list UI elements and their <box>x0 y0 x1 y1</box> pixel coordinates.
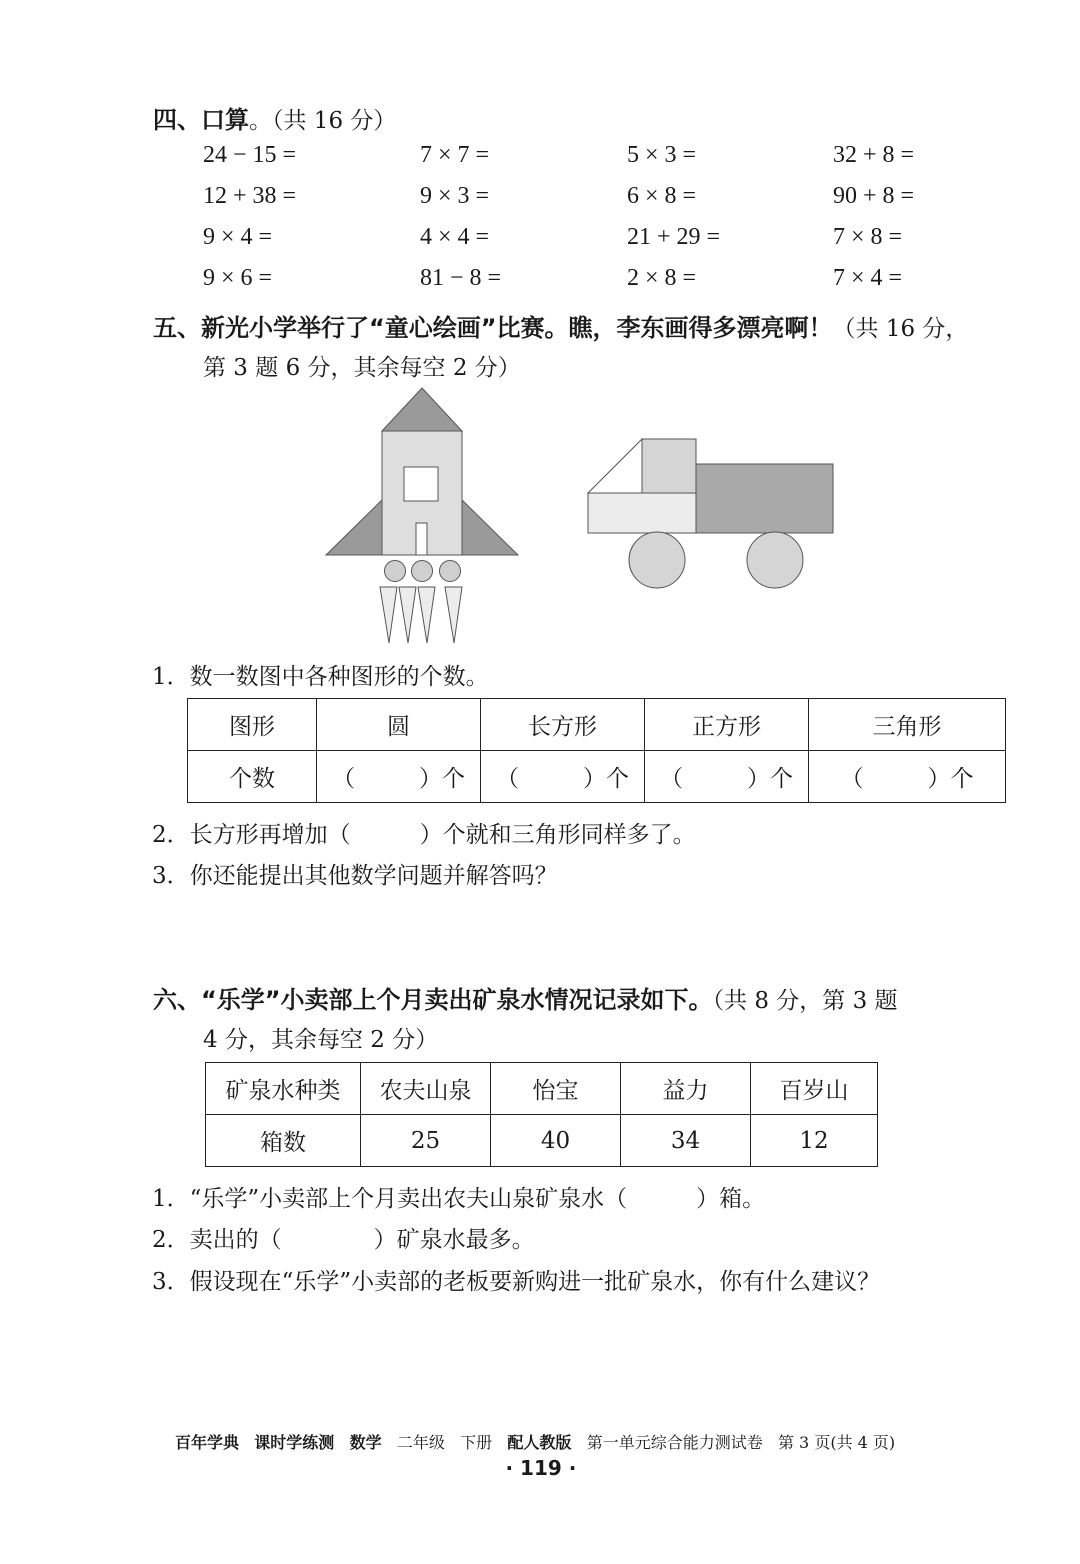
math-problem: 2 × 8 = <box>627 265 697 291</box>
footer-grade: 二年级 <box>396 1433 445 1452</box>
blank-close-paren: ）个 <box>419 766 465 792</box>
truck-wheel-circle <box>629 532 685 588</box>
table-header-cell: 怡宝 <box>491 1063 621 1115</box>
rocket-flame-triangle <box>418 587 435 643</box>
table-header-row <box>206 1063 878 1115</box>
rocket-left-wing-triangle <box>326 500 382 555</box>
section-6-note-continued: 4 分，其余每空 2 分） <box>203 1027 439 1053</box>
footer-page-info: 第 3 页(共 4 页) <box>777 1433 896 1452</box>
section-5-title <box>153 308 968 343</box>
section-6-question-2: 2．卖出的（ ）矿泉水最多。 <box>152 1227 535 1253</box>
footer-subject: 数学 <box>349 1433 382 1452</box>
blank-open-paren: （ <box>496 766 519 792</box>
table-cell: 40 <box>491 1115 621 1167</box>
table-header-cell: 正方形 <box>645 699 809 751</box>
rocket-right-wing-triangle <box>462 500 518 555</box>
rocket-flame-triangle <box>445 587 462 643</box>
math-problem: 90 + 8 = <box>833 183 915 209</box>
table-header-cell: 矿泉水种类 <box>206 1063 361 1115</box>
rocket-flame-triangle <box>399 587 416 643</box>
footer-volume: 下册 <box>460 1433 493 1452</box>
section-6-title <box>153 980 898 1015</box>
footer-edition: 配人教版 <box>507 1433 572 1452</box>
truck-cab-square <box>642 439 696 493</box>
answer-blank[interactable] <box>645 751 809 803</box>
answer-blank[interactable] <box>809 751 1006 803</box>
section-4-heading: 四、口算 <box>153 106 249 134</box>
math-problem: 7 × 8 = <box>833 224 903 250</box>
math-problem: 5 × 3 = <box>627 142 697 168</box>
table-header-cell: 三角形 <box>809 699 1006 751</box>
section-6-note: （共 8 分，第 3 题 <box>712 988 898 1014</box>
table-header-cell: 百岁山 <box>751 1063 878 1115</box>
section-6-question-3: 3．假设现在“乐学”小卖部的老板要新购进一批矿泉水，你有什么建议？ <box>152 1269 881 1295</box>
table-row <box>188 751 1006 803</box>
table-header-cell: 圆 <box>317 699 481 751</box>
section-6-heading: 六、“乐学”小卖部上个月卖出矿泉水情况记录如下。 <box>153 986 713 1014</box>
table-cell: 12 <box>751 1115 878 1167</box>
table-header-cell: 长方形 <box>481 699 645 751</box>
math-problem: 32 + 8 = <box>833 142 915 168</box>
math-problem: 81 − 8 = <box>420 265 502 291</box>
table-row <box>206 1115 878 1167</box>
section-6-question-1: 1．“乐学”小卖部上个月卖出农夫山泉矿泉水（ ）箱。 <box>152 1186 766 1212</box>
table-header-cell: 农夫山泉 <box>361 1063 491 1115</box>
table-header-cell: 图形 <box>188 699 317 751</box>
blank-close-paren: ）个 <box>927 766 974 792</box>
rocket-circle <box>412 561 433 582</box>
table-cell: 34 <box>621 1115 751 1167</box>
rocket-circle <box>385 561 406 582</box>
section-5-question-3: 3．你还能提出其他数学问题并解答吗？ <box>152 863 558 889</box>
rocket-door-rectangle <box>416 523 427 555</box>
section-5-note-continued: 第 3 题 6 分，其余每空 2 分） <box>203 355 521 381</box>
page-number: · 119 · <box>505 1456 577 1480</box>
shape-count-table <box>187 698 1006 803</box>
section-5-question-1: 1．数一数图中各种图形的个数。 <box>152 664 489 690</box>
blank-open-paren: （ <box>840 766 864 792</box>
rocket-drawing <box>320 385 530 647</box>
rocket-window-square <box>404 467 438 501</box>
table-row-label: 箱数 <box>206 1115 361 1167</box>
math-problem: 7 × 4 = <box>833 265 903 291</box>
truck-wheel-circle <box>747 532 803 588</box>
math-problem: 12 + 38 = <box>203 183 297 209</box>
blank-open-paren: （ <box>332 766 355 792</box>
truck-cargo-rectangle <box>696 464 833 533</box>
section-4-title <box>153 100 396 135</box>
math-problem: 24 − 15 = <box>203 142 297 168</box>
rocket-circle <box>440 561 461 582</box>
truck-cab-rectangle <box>588 493 696 533</box>
footer-test-name: 第一单元综合能力测试卷 <box>586 1433 763 1452</box>
answer-blank[interactable] <box>317 751 481 803</box>
math-problem: 6 × 8 = <box>627 183 697 209</box>
blank-close-paren: ）个 <box>583 766 629 792</box>
table-header-row <box>188 699 1006 751</box>
section-5-heading: 五、新光小学举行了“童心绘画”比赛。瞧，李东画得多漂亮啊！ <box>153 314 833 342</box>
math-problem: 9 × 6 = <box>203 265 273 291</box>
page-footer <box>175 1430 895 1453</box>
math-problem: 9 × 4 = <box>203 224 273 250</box>
truck-drawing <box>580 430 842 595</box>
rocket-nose-triangle <box>382 388 462 431</box>
math-problem: 21 + 29 = <box>627 224 721 250</box>
table-header-cell: 益力 <box>621 1063 751 1115</box>
section-5-question-2: 2．长方形再增加（ ）个就和三角形同样多了。 <box>152 822 696 848</box>
water-sales-table <box>205 1062 878 1167</box>
math-problem: 9 × 3 = <box>420 183 490 209</box>
footer-brand: 百年学典 <box>175 1433 240 1452</box>
math-problem: 7 × 7 = <box>420 142 490 168</box>
blank-close-paren: ）个 <box>747 766 793 792</box>
section-4-note: 。（共 16 分） <box>249 108 397 134</box>
footer-series: 课时学练测 <box>254 1433 335 1452</box>
table-row-label: 个数 <box>188 751 317 803</box>
answer-blank[interactable] <box>481 751 645 803</box>
truck-windshield-triangle <box>588 439 642 493</box>
table-cell: 25 <box>361 1115 491 1167</box>
blank-open-paren: （ <box>660 766 683 792</box>
rocket-flame-triangle <box>380 587 397 643</box>
math-problem: 4 × 4 = <box>420 224 490 250</box>
section-5-note: （共 16 分， <box>832 316 969 342</box>
